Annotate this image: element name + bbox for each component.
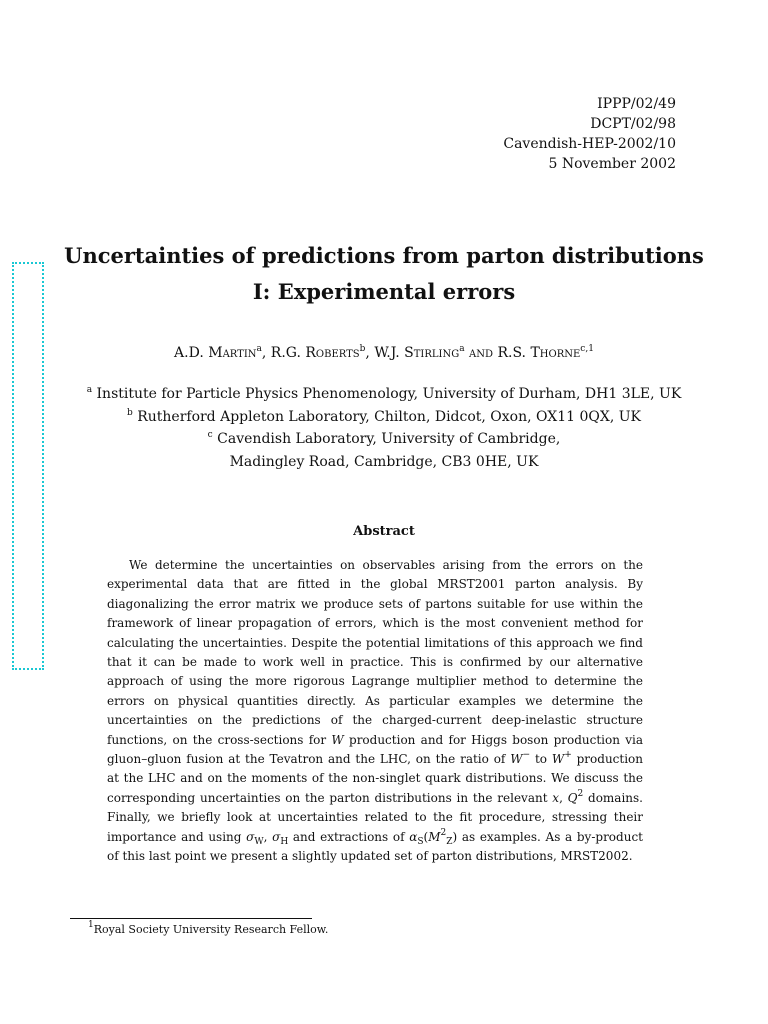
math-alpha: α xyxy=(409,829,418,844)
preprint-numbers xyxy=(503,94,676,174)
report-number-ippp: IPPP/02/49 xyxy=(597,96,676,112)
abstract-text-part: and extractions of xyxy=(288,829,410,844)
math-w: W xyxy=(331,732,344,747)
author-conjunction: and xyxy=(464,345,498,361)
affiliation-mark: a xyxy=(86,385,93,395)
title-line-1: Uncertainties of predictions from parton distributions xyxy=(64,243,704,268)
abstract-text-part: We determine the uncertainties on observables arising from the errors on the experimental data that are fitted in the global MRST2001 parton analysis. By diagonalizing the error matrix we produce sets of partons suitable for use within the framework of linear propagation of errors, which is the most convenient method for calculating the uncertainties. Despite the potential limitations of this approach we find that it can be made to work well in practice. This is confirmed by our alternative approach of using the more rigorous Lagrange multiplier method to determine the errors on physical quantities directly. As particular examples we determine the uncertainties on the predictions of the charged-current deep-inelastic structure functions, on the cross-sections for xyxy=(107,558,643,747)
author-affil-mark: b xyxy=(359,344,366,354)
abstract-text-part: to xyxy=(530,752,552,767)
math-close-paren: ) xyxy=(452,829,458,844)
math-q-squared: 2 xyxy=(577,788,584,799)
math-sub-w: W xyxy=(254,836,264,847)
affiliation-text: Madingley Road, Cambridge, CB3 0HE, UK xyxy=(229,453,539,470)
affiliation-c xyxy=(0,428,768,451)
abstract-text-part: as examples. As a by-product of this last point we present a slightly updated set of parton distributions, MRST2002. xyxy=(107,829,643,864)
paper-title xyxy=(0,238,768,310)
math-x: x xyxy=(552,790,560,805)
footnote-mark: 1 xyxy=(88,920,94,930)
math-sigma: σ xyxy=(272,829,281,844)
author-name: A.D. Martin xyxy=(174,345,257,361)
author-name: R.G. Roberts xyxy=(270,345,360,361)
affiliation-a xyxy=(0,383,768,406)
footnote-rule xyxy=(70,918,312,919)
author-name: W.J. Stirling xyxy=(374,345,460,361)
affiliation-c-address xyxy=(0,451,768,474)
affiliation-text: Institute for Particle Physics Phenomenology, University of Durham, DH1 3LE, UK xyxy=(96,386,682,402)
math-open-paren: ( xyxy=(423,829,429,844)
abstract-text-part: domains. Finally, we briefly look at uncertainties related to the fit procedure, stressing their importance and using xyxy=(107,790,643,844)
abstract-heading: Abstract xyxy=(353,524,415,539)
abstract-text-part: production and for Higgs boson production via gluon–gluon fusion at the Tevatron and the LHC, on the ratio of xyxy=(107,732,643,767)
math-comma: , xyxy=(559,790,568,805)
affiliations xyxy=(0,383,768,473)
author-affil-mark: a xyxy=(459,344,465,354)
preprint-date: 5 November 2002 xyxy=(548,156,676,172)
affiliation-mark: c xyxy=(207,430,213,440)
math-w: W xyxy=(510,752,523,767)
author-affil-mark: c,1 xyxy=(580,344,594,354)
author-name: R.S. Thorne xyxy=(497,345,581,361)
affiliation-b xyxy=(0,406,768,429)
footnote xyxy=(88,920,329,936)
author-separator: , xyxy=(261,345,271,361)
report-number-cavendish: Cavendish-HEP-2002/10 xyxy=(503,136,676,152)
title-line-2: I: Experimental errors xyxy=(252,279,516,304)
author-affil-mark: a xyxy=(256,344,262,354)
math-m-squared: 2 xyxy=(440,827,447,838)
math-q: Q xyxy=(567,790,578,805)
math-sub-z: Z xyxy=(446,836,453,847)
math-m: M xyxy=(428,829,441,844)
math-sigma: σ xyxy=(246,829,255,844)
author-separator: , xyxy=(365,345,375,361)
math-sub-s: S xyxy=(417,836,424,847)
footnote-text: Royal Society University Research Fellow. xyxy=(93,923,329,936)
math-plus-sup: + xyxy=(564,750,572,761)
math-sub-h: H xyxy=(280,836,289,847)
abstract-text xyxy=(107,556,643,867)
author-list xyxy=(0,343,768,363)
affiliation-text: Cavendish Laboratory, University of Cambridge, xyxy=(217,431,561,447)
abstract-text-part: production at the LHC and on the moments of the non-singlet quark distributions. We discuss the corresponding uncertainties on the parton distributions in the relevant xyxy=(107,752,644,805)
report-number-dcpt: DCPT/02/98 xyxy=(590,116,676,132)
math-minus-sup: − xyxy=(522,750,531,761)
affiliation-mark: b xyxy=(126,407,133,418)
math-w: W xyxy=(551,752,565,767)
math-comma: , xyxy=(263,829,273,844)
affiliation-text: Rutherford Appleton Laboratory, Chilton, Didcot, Oxon, OX11 0QX, UK xyxy=(137,408,641,425)
